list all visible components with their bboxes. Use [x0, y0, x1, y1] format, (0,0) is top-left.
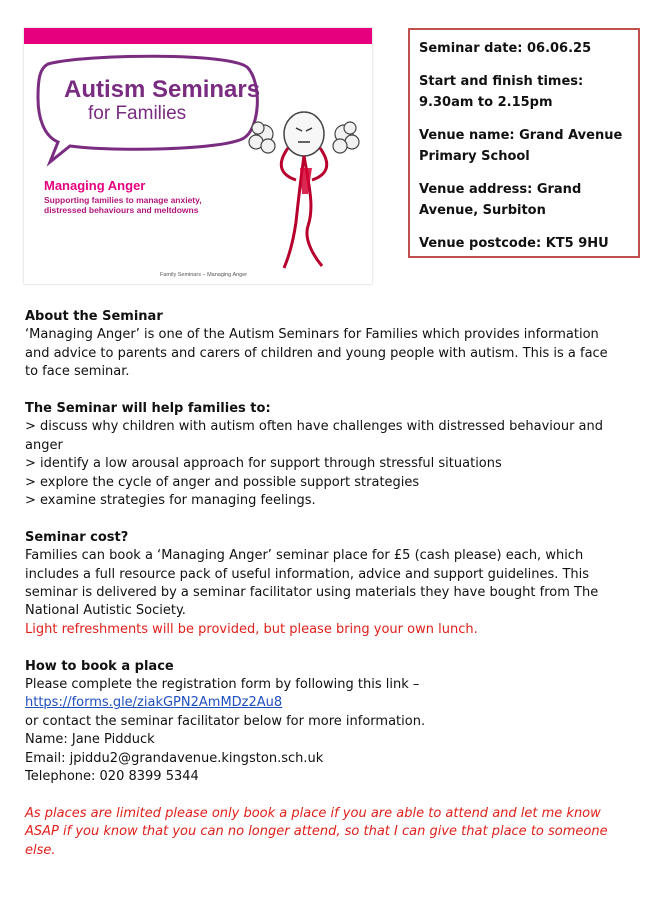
cost-text: Families can book a ‘Managing Anger’ seminar place for £5 (cash please) each, which includes a full resource pack of useful information, advice and support guidelines. This seminar is delivered by a seminar facilitator using materials they have bought from The National Autistic Society.	[25, 548, 599, 619]
about-text: ‘Managing Anger’ is one of the Autism Seminars for Families which provides information and advice to parents and carers of children and young people with autism. This is a face to face seminar.	[25, 327, 608, 380]
venue-name: Venue name: Grand Avenue Primary School	[419, 128, 623, 164]
contact-name: Name: Jane Pidduck	[25, 732, 155, 748]
seminar-times: Start and finish times: 9.30am to 2.15pm	[419, 74, 584, 110]
contact-email: Email: jpiddu2@grandavenue.kingston.sch.uk	[25, 750, 324, 766]
venue-address: Venue address: Grand Avenue, Surbiton	[419, 182, 582, 218]
attendance-warning: As places are limited please only book a place if you are able to attend and let me know ASAP if you know that you can no longer attend, so that I can give that place to someone else.	[25, 805, 608, 858]
help-item: > examine strategies for managing feelings.	[25, 493, 316, 509]
booking-intro: Please complete the registration form by following this link –	[25, 677, 420, 693]
seminar-flyer-image	[24, 28, 372, 284]
about-heading: About the Seminar	[25, 309, 163, 324]
refreshments-note: Light refreshments will be provided, but please bring your own lunch.	[25, 621, 478, 637]
booking-heading: How to book a place	[25, 658, 174, 674]
flyer-title: Autism Seminars	[64, 76, 261, 103]
seminar-info-box	[408, 28, 640, 258]
seminar-date: Seminar date: 06.06.25	[419, 41, 592, 56]
flyer-footer: Family Seminars – Managing Anger	[160, 272, 248, 278]
flyer-subtitle: Managing Anger	[44, 178, 146, 193]
seminar-details	[25, 308, 615, 860]
help-heading: The Seminar will help families to:	[25, 401, 271, 417]
cost-heading: Seminar cost?	[25, 529, 129, 545]
help-item: > explore the cycle of anger and possible support strategies	[25, 474, 420, 490]
registration-link[interactable]: https://forms.gle/ziakGPN2AmMDz2Au8	[25, 695, 283, 711]
booking-contact: or contact the seminar facilitator below for more information.	[25, 713, 426, 729]
venue-postcode: Venue postcode: KT5 9HU	[419, 236, 609, 251]
angry-figure-icon	[238, 104, 368, 274]
flyer-description: Supporting families to manage anxiety, distressed behaviours and meltdowns	[44, 195, 202, 215]
contact-phone: Telephone: 020 8399 5344	[25, 769, 199, 785]
help-item: > discuss why children with autism often have challenges with distressed behaviour and anger	[25, 419, 603, 453]
help-item: > identify a low arousal approach for support through stressful situations	[25, 456, 502, 472]
flyer-title-sub: for Families	[88, 103, 187, 124]
